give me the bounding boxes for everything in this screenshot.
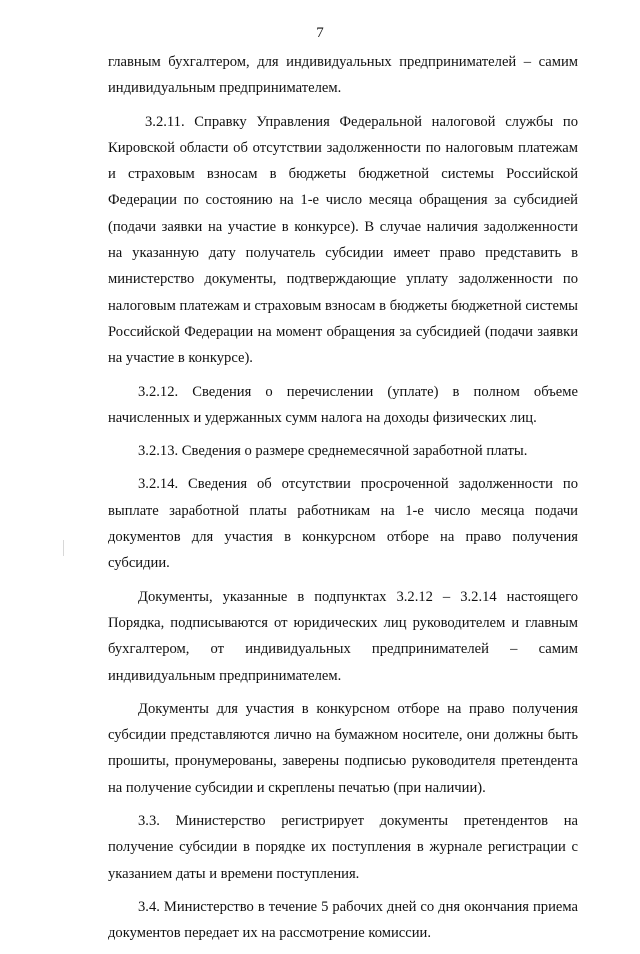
paragraph-3-2-11: 3.2.11. Справку Управления Федеральной налоговой службы по Кировской области об отсутствии задолженности по налоговым платежам и страховым взносам в бюджеты бюджетной системы Российской Федерации по состоянию на 1-е число месяца обращения за субсидией (подачи заявки на участие в конкурсе). В случае наличия задолженности на указанную дату получатель субсидии имеет право представить в министерство документы, подтверждающие уплату задолженности по налоговым платежам и страховым взносам в бюджеты бюджетной системы Российской Федерации на момент обращения за субсидией (подачи заявки на участие в конкурсе). <box>108 113 578 367</box>
paragraph-signing-documents: Документы, указанные в подпунктах 3.2.12 – 3.2.14 настоящего Порядка, подписываются от юридических лиц руководителем и главным бухгалтером, от индивидуальных предпринимателей – самим индивидуальным предпринимателем. <box>108 588 578 684</box>
paragraph-3-2-12: 3.2.12. Сведения о перечислении (уплате) в полном объеме начисленных и удержанных сумм налога на доходы физических лиц. <box>108 383 578 426</box>
paragraph-3-2-14: 3.2.14. Сведения об отсутствии просроченной задолженности по выплате заработной платы работникам на 1-е число месяца подачи документов для участия в конкурсном отборе на право получения субсидии. <box>108 476 578 572</box>
paragraph-3-4: 3.4. Министерство в течение 5 рабочих дней со дня окончания приема документов передает их на рассмотрение комиссии. <box>108 898 578 942</box>
paragraph-continuation: главным бухгалтером, для индивидуальных предпринимателей – самим индивидуальным предпринимателем. <box>108 54 578 97</box>
document-body <box>108 49 578 954</box>
page-number: 7 <box>316 25 324 41</box>
paragraph-3-3: 3.3. Министерство регистрирует документы претендентов на получение субсидии в порядке их поступления в журнале регистрации с указанием даты и времени поступления. <box>108 813 578 882</box>
paragraph-submission-documents: Документы для участия в конкурсном отборе на право получения субсидии представляются лично на бумажном носителе, они должны быть прошиты, пронумерованы, заверены подписью руководителя претендента на получение субсидии и скреплены печатью (при наличии). <box>108 700 578 796</box>
margin-mark <box>63 540 64 556</box>
paragraph-3-2-13: 3.2.13. Сведения о размере среднемесячной заработной платы. <box>138 443 528 460</box>
